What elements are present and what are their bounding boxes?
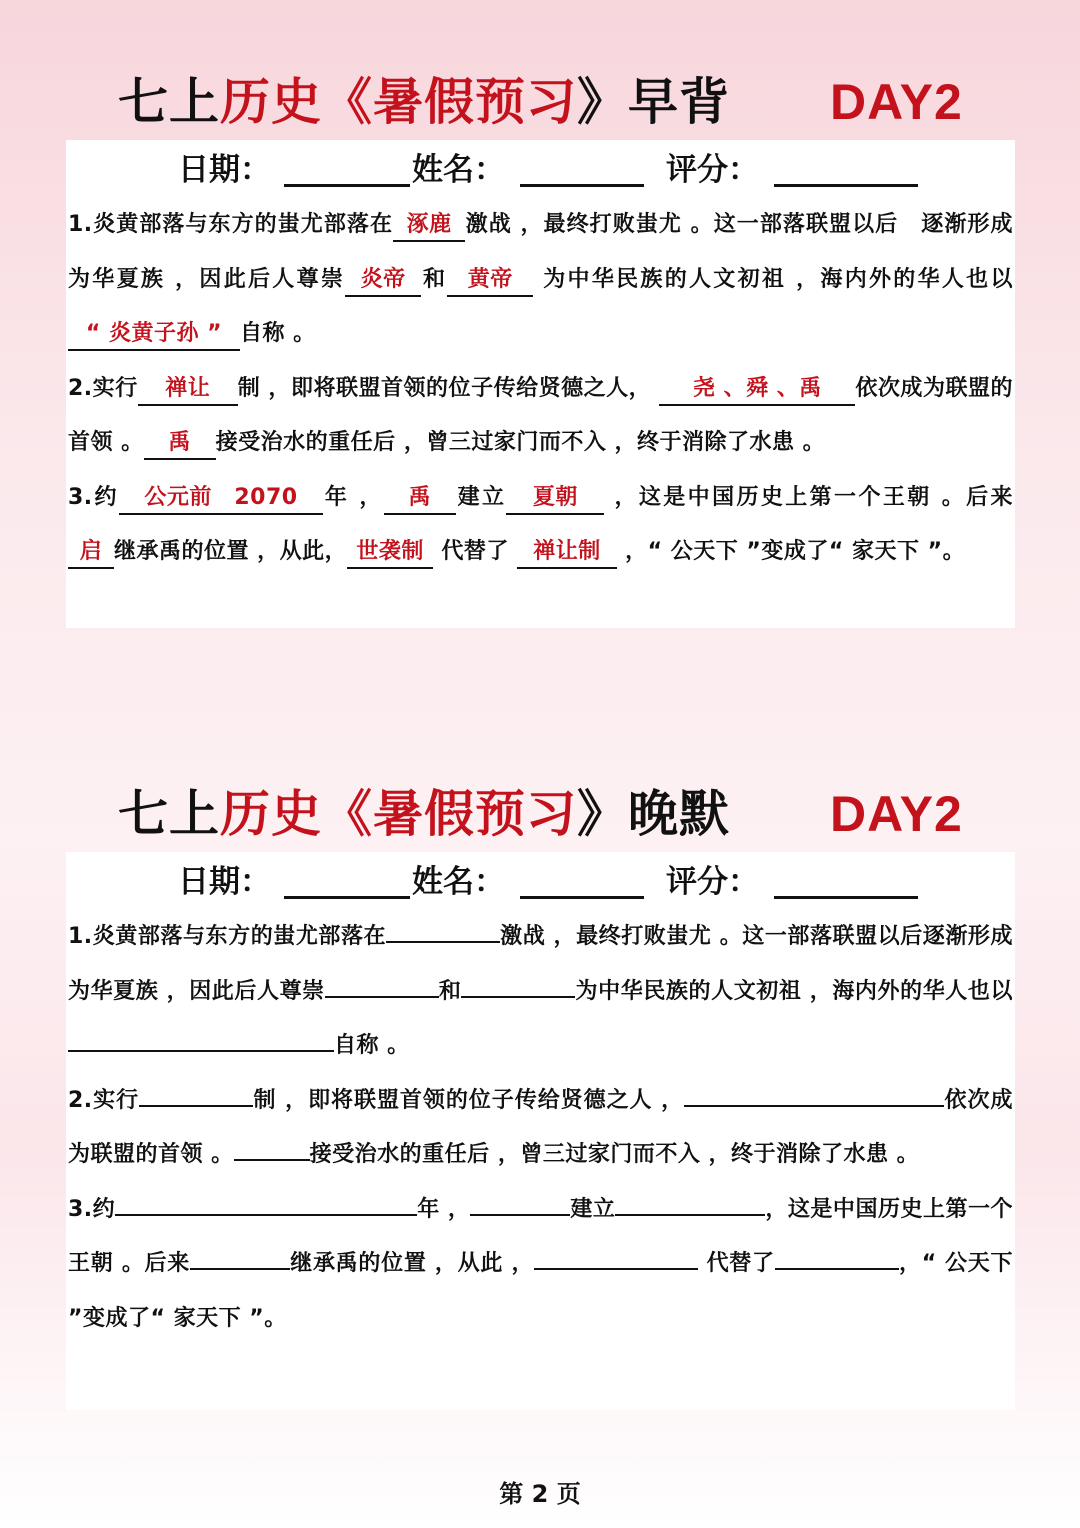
q3-text: 建立: [455, 484, 507, 510]
title-session: 》早背: [577, 73, 730, 131]
score-field[interactable]: [774, 184, 918, 187]
blank-field[interactable]: [775, 1242, 899, 1270]
evening-worksheet: [66, 852, 1015, 1410]
blank-field[interactable]: [386, 915, 500, 943]
title-grade: 七上: [118, 785, 220, 843]
q2-text: 2.实行: [68, 1087, 140, 1113]
q3-text: 代替了: [433, 539, 517, 564]
q1-text: 激战 ，最终打败蚩尤 。这一部落联盟以后 逐渐形成为华夏族 ，因此后人尊崇: [68, 212, 1014, 292]
q1-text: 为中华民族的人文初祖 ，海内外的华人也以: [575, 978, 1013, 1004]
answer-zhuolu: 涿鹿: [393, 210, 465, 242]
question-2: [66, 362, 1015, 471]
blank-field[interactable]: [461, 970, 575, 998]
q2-text: 接受治水的重任后 ，曾三过家门而不入 ，终于消除了水患 。: [309, 1142, 920, 1167]
q3-text: 继承禹的位置 ，从此 ，: [290, 1251, 535, 1276]
name-field[interactable]: [520, 184, 644, 187]
question-3: [66, 471, 1015, 580]
answer-shanrang: 禅让: [138, 374, 238, 406]
page-number: 第 2 页: [499, 1480, 581, 1508]
question-1: [66, 198, 1015, 362]
date-label: 日期：: [178, 152, 271, 188]
q3-text: ，这是中国历史上第一个王朝 。后来: [68, 1196, 1013, 1276]
question-2: [66, 1074, 1015, 1183]
answer-shanrang-system: 禅让制: [517, 537, 617, 569]
blank-field[interactable]: [115, 1188, 417, 1216]
answer-yao-shun-yu: 尧 、舜 、禹: [659, 374, 855, 406]
evening-title: [118, 784, 1018, 844]
question-1: [66, 910, 1015, 1074]
answer-xia-dynasty: 夏朝: [506, 483, 604, 515]
blank-field[interactable]: [325, 970, 439, 998]
answer-year: 公元前 2070: [119, 483, 323, 515]
title-topic: 暑假预习: [373, 73, 577, 131]
answer-yandi: 炎帝: [345, 265, 421, 297]
score-label: 评分：: [666, 864, 759, 900]
answer-yanhuang-zisun: “ 炎黄子孙 ”: [68, 319, 240, 351]
answer-shixi: 世袭制: [347, 537, 433, 569]
q3-text: 年 ，: [322, 484, 384, 510]
q1-text: 自称 。: [240, 321, 316, 346]
q3-text: 3.约: [68, 1196, 116, 1222]
date-field[interactable]: [284, 896, 410, 899]
q3-text: 年 ，: [417, 1196, 471, 1222]
name-label: 姓名：: [412, 864, 505, 900]
question-3: [66, 1183, 1015, 1347]
date-field[interactable]: [284, 184, 410, 187]
q3-text: ，“ 公天下 ”变成了“ 家天下 ”。: [617, 539, 966, 564]
q2-text: 制 ，即将联盟首领的位子传给贤德之人 ，: [253, 1087, 685, 1113]
blank-field[interactable]: [615, 1188, 765, 1216]
name-label: 姓名：: [412, 152, 505, 188]
q2-text: 依次成为联盟的首领 。: [68, 1087, 1013, 1167]
title-session: 》晚默: [577, 785, 730, 843]
title-subject: 历史《: [220, 73, 373, 131]
q3-text: 继承禹的位置 ，从此，: [114, 539, 348, 564]
q1-text: 自称 。: [334, 1033, 410, 1058]
title-subject: 历史《: [220, 785, 373, 843]
score-field[interactable]: [774, 896, 918, 899]
day-label: DAY2: [830, 786, 963, 842]
q1-text: 激战 ，最终打败蚩尤 。这一部落联盟以后逐渐形成为华夏族 ，因此后人尊崇: [68, 924, 1013, 1004]
blank-field[interactable]: [190, 1242, 290, 1270]
q3-text: 3.约: [68, 484, 119, 510]
q1-text: 和: [438, 978, 462, 1004]
q3-text: 代替了: [698, 1251, 775, 1276]
blank-field[interactable]: [534, 1242, 698, 1270]
blank-field[interactable]: [470, 1188, 570, 1216]
q3-text: ，这是中国历史上第一个王朝 。后来: [604, 484, 1013, 510]
q2-text: 制 ，即将联盟首领的位子传给贤德之人，: [237, 375, 660, 401]
q1-text: 和: [421, 266, 448, 292]
morning-worksheet: [66, 140, 1015, 628]
q1-text: 1.炎黄部落与东方的蚩尤部落在: [68, 924, 387, 949]
q3-text: 建立: [570, 1196, 616, 1222]
info-row: [66, 140, 1015, 198]
q3-text: ，“ 公天下 ”变成了“ 家天下 ”。: [68, 1251, 1013, 1331]
answer-yu: 禹: [144, 428, 216, 460]
morning-title: [118, 72, 1018, 132]
blank-field[interactable]: [684, 1079, 944, 1107]
q1-text: 为中华民族的人文初祖 ，海内外的华人也以: [533, 266, 1013, 292]
title-topic: 暑假预习: [373, 785, 577, 843]
blank-field[interactable]: [68, 1024, 334, 1052]
score-label: 评分：: [666, 152, 759, 188]
q2-text: 2.实行: [68, 375, 138, 401]
q1-text: 1.炎黄部落与东方的蚩尤部落在: [68, 212, 394, 237]
q2-text: 接受治水的重任后 ，曾三过家门而不入 ，终于消除了水患 。: [215, 430, 826, 455]
answer-yu: 禹: [384, 483, 456, 515]
name-field[interactable]: [520, 896, 644, 899]
blank-field[interactable]: [234, 1133, 310, 1161]
date-label: 日期：: [178, 864, 271, 900]
day-label: DAY2: [830, 74, 963, 130]
q2-text: 依次成为联盟的首领 。: [68, 375, 1013, 455]
blank-field[interactable]: [139, 1079, 253, 1107]
info-row: [66, 852, 1015, 910]
answer-qi: 启: [68, 537, 114, 569]
answer-huangdi: 黄帝: [447, 265, 533, 297]
title-grade: 七上: [118, 73, 220, 131]
